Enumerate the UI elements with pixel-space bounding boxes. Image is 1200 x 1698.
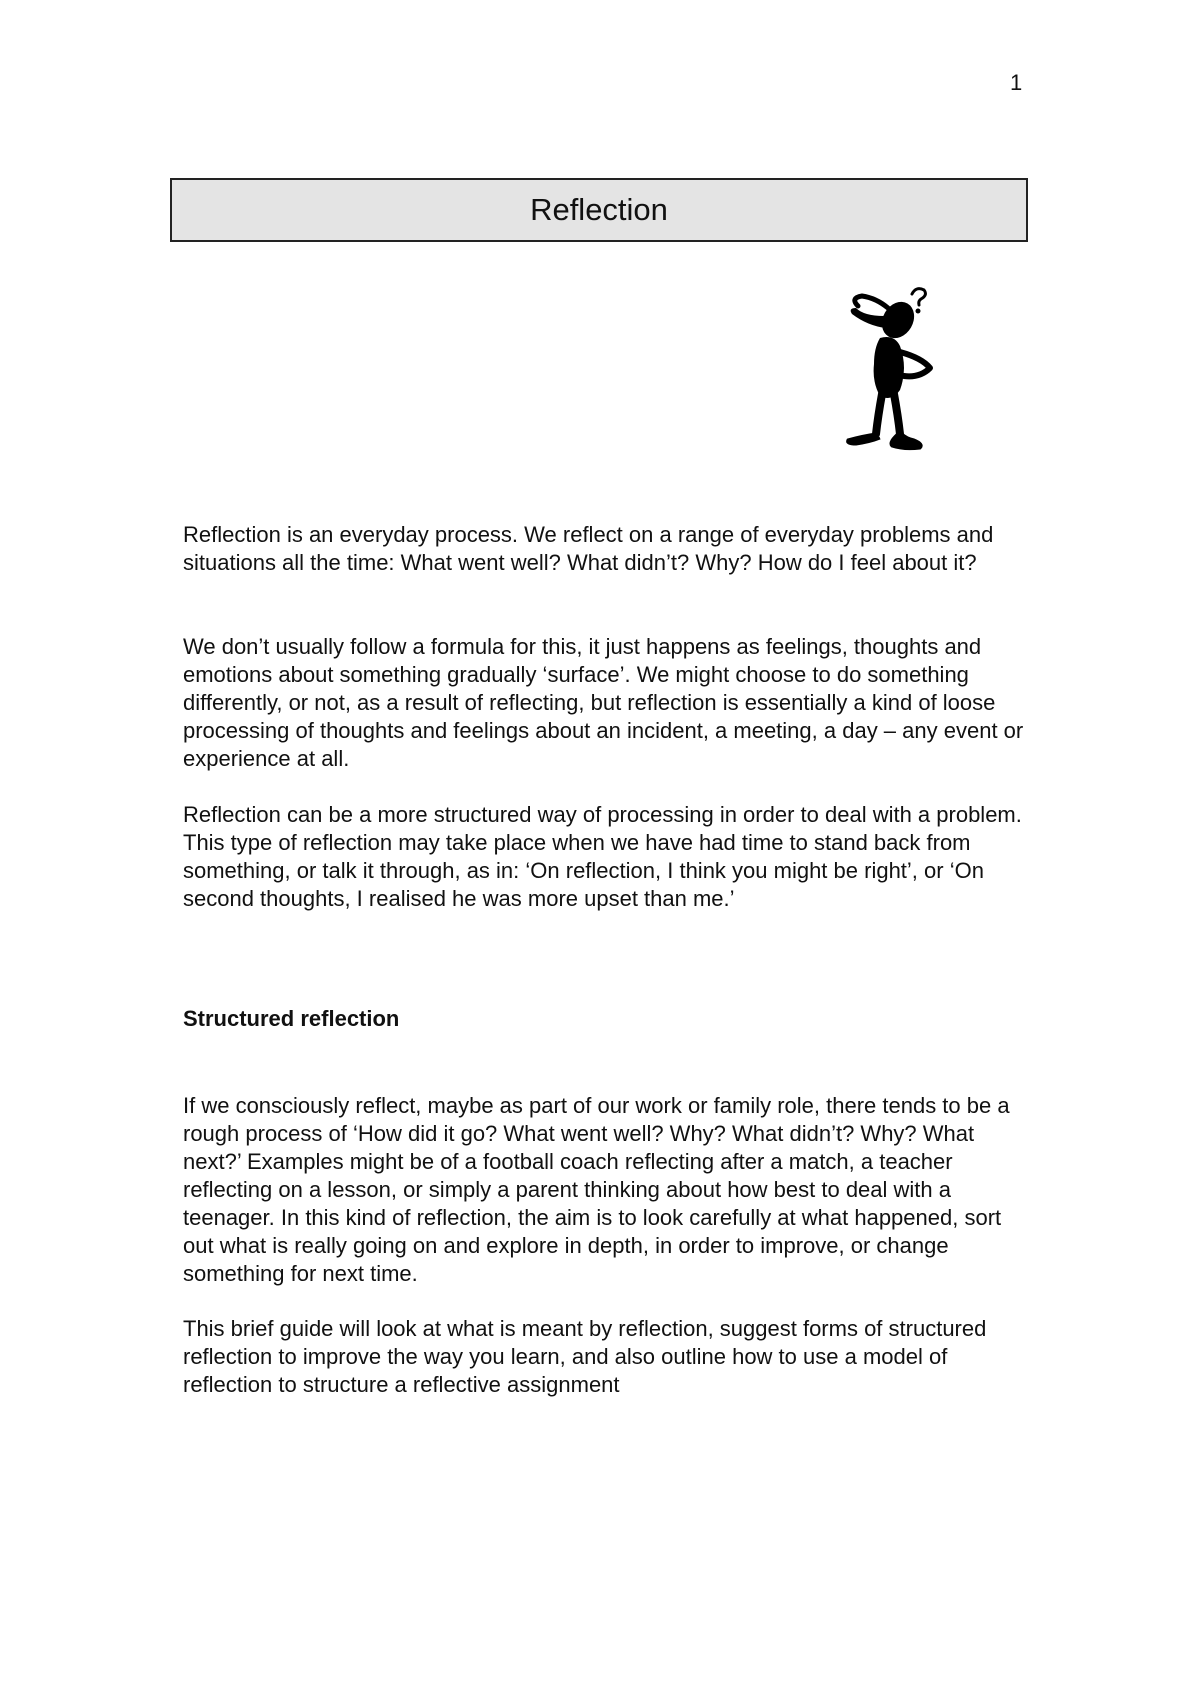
thinking-figure-icon [828, 286, 946, 456]
formula-paragraph: We don’t usually follow a formula for this, it just happens as feelings, thoughts and emotions about something gradually ‘surface’. We might choose to do something differently, or not, as a result of reflecting, but reflection is essentially a kind of loose processing of thoughts and feelings about an incident, a meeting, a day – any event or experience at all. [183, 634, 1024, 771]
page-title: Reflection [170, 178, 1028, 242]
intro-paragraph: Reflection is an everyday process. We reflect on a range of everyday problems and situations all the time: What went well? What didn’t? Why? How do I feel about it? [183, 522, 994, 575]
conscious-reflection-paragraph: If we consciously reflect, maybe as part of our work or family role, there tends to be a rough process of ‘How did it go? What went well? Why? What didn’t? Why? What next?’ Examples might be of a football coach reflecting after a match, a teacher reflecting on a lesson, or simply a parent thinking about how best to deal with a teenager. In this kind of reflection, the aim is to look carefully at what happened, sort out what is really going on and explore in depth, in order to improve, or change something for next time. [183, 1093, 1010, 1286]
section-heading: Structured reflection [183, 1006, 400, 1031]
structured-processing-paragraph: Reflection can be a more structured way of processing in order to deal with a problem. This type of reflection may take place when we have had time to stand back from something, or talk it through, as in: ‘On reflection, I think you might be right’, or ‘On second thoughts, I realised he was more upset than me.’ [183, 802, 1022, 911]
page-number: 1 [1010, 70, 1023, 95]
guide-overview-paragraph: This brief guide will look at what is meant by reflection, suggest forms of structured reflection to improve the way you learn, and also outline how to use a model of reflection to structure a reflective assignment [183, 1316, 987, 1397]
